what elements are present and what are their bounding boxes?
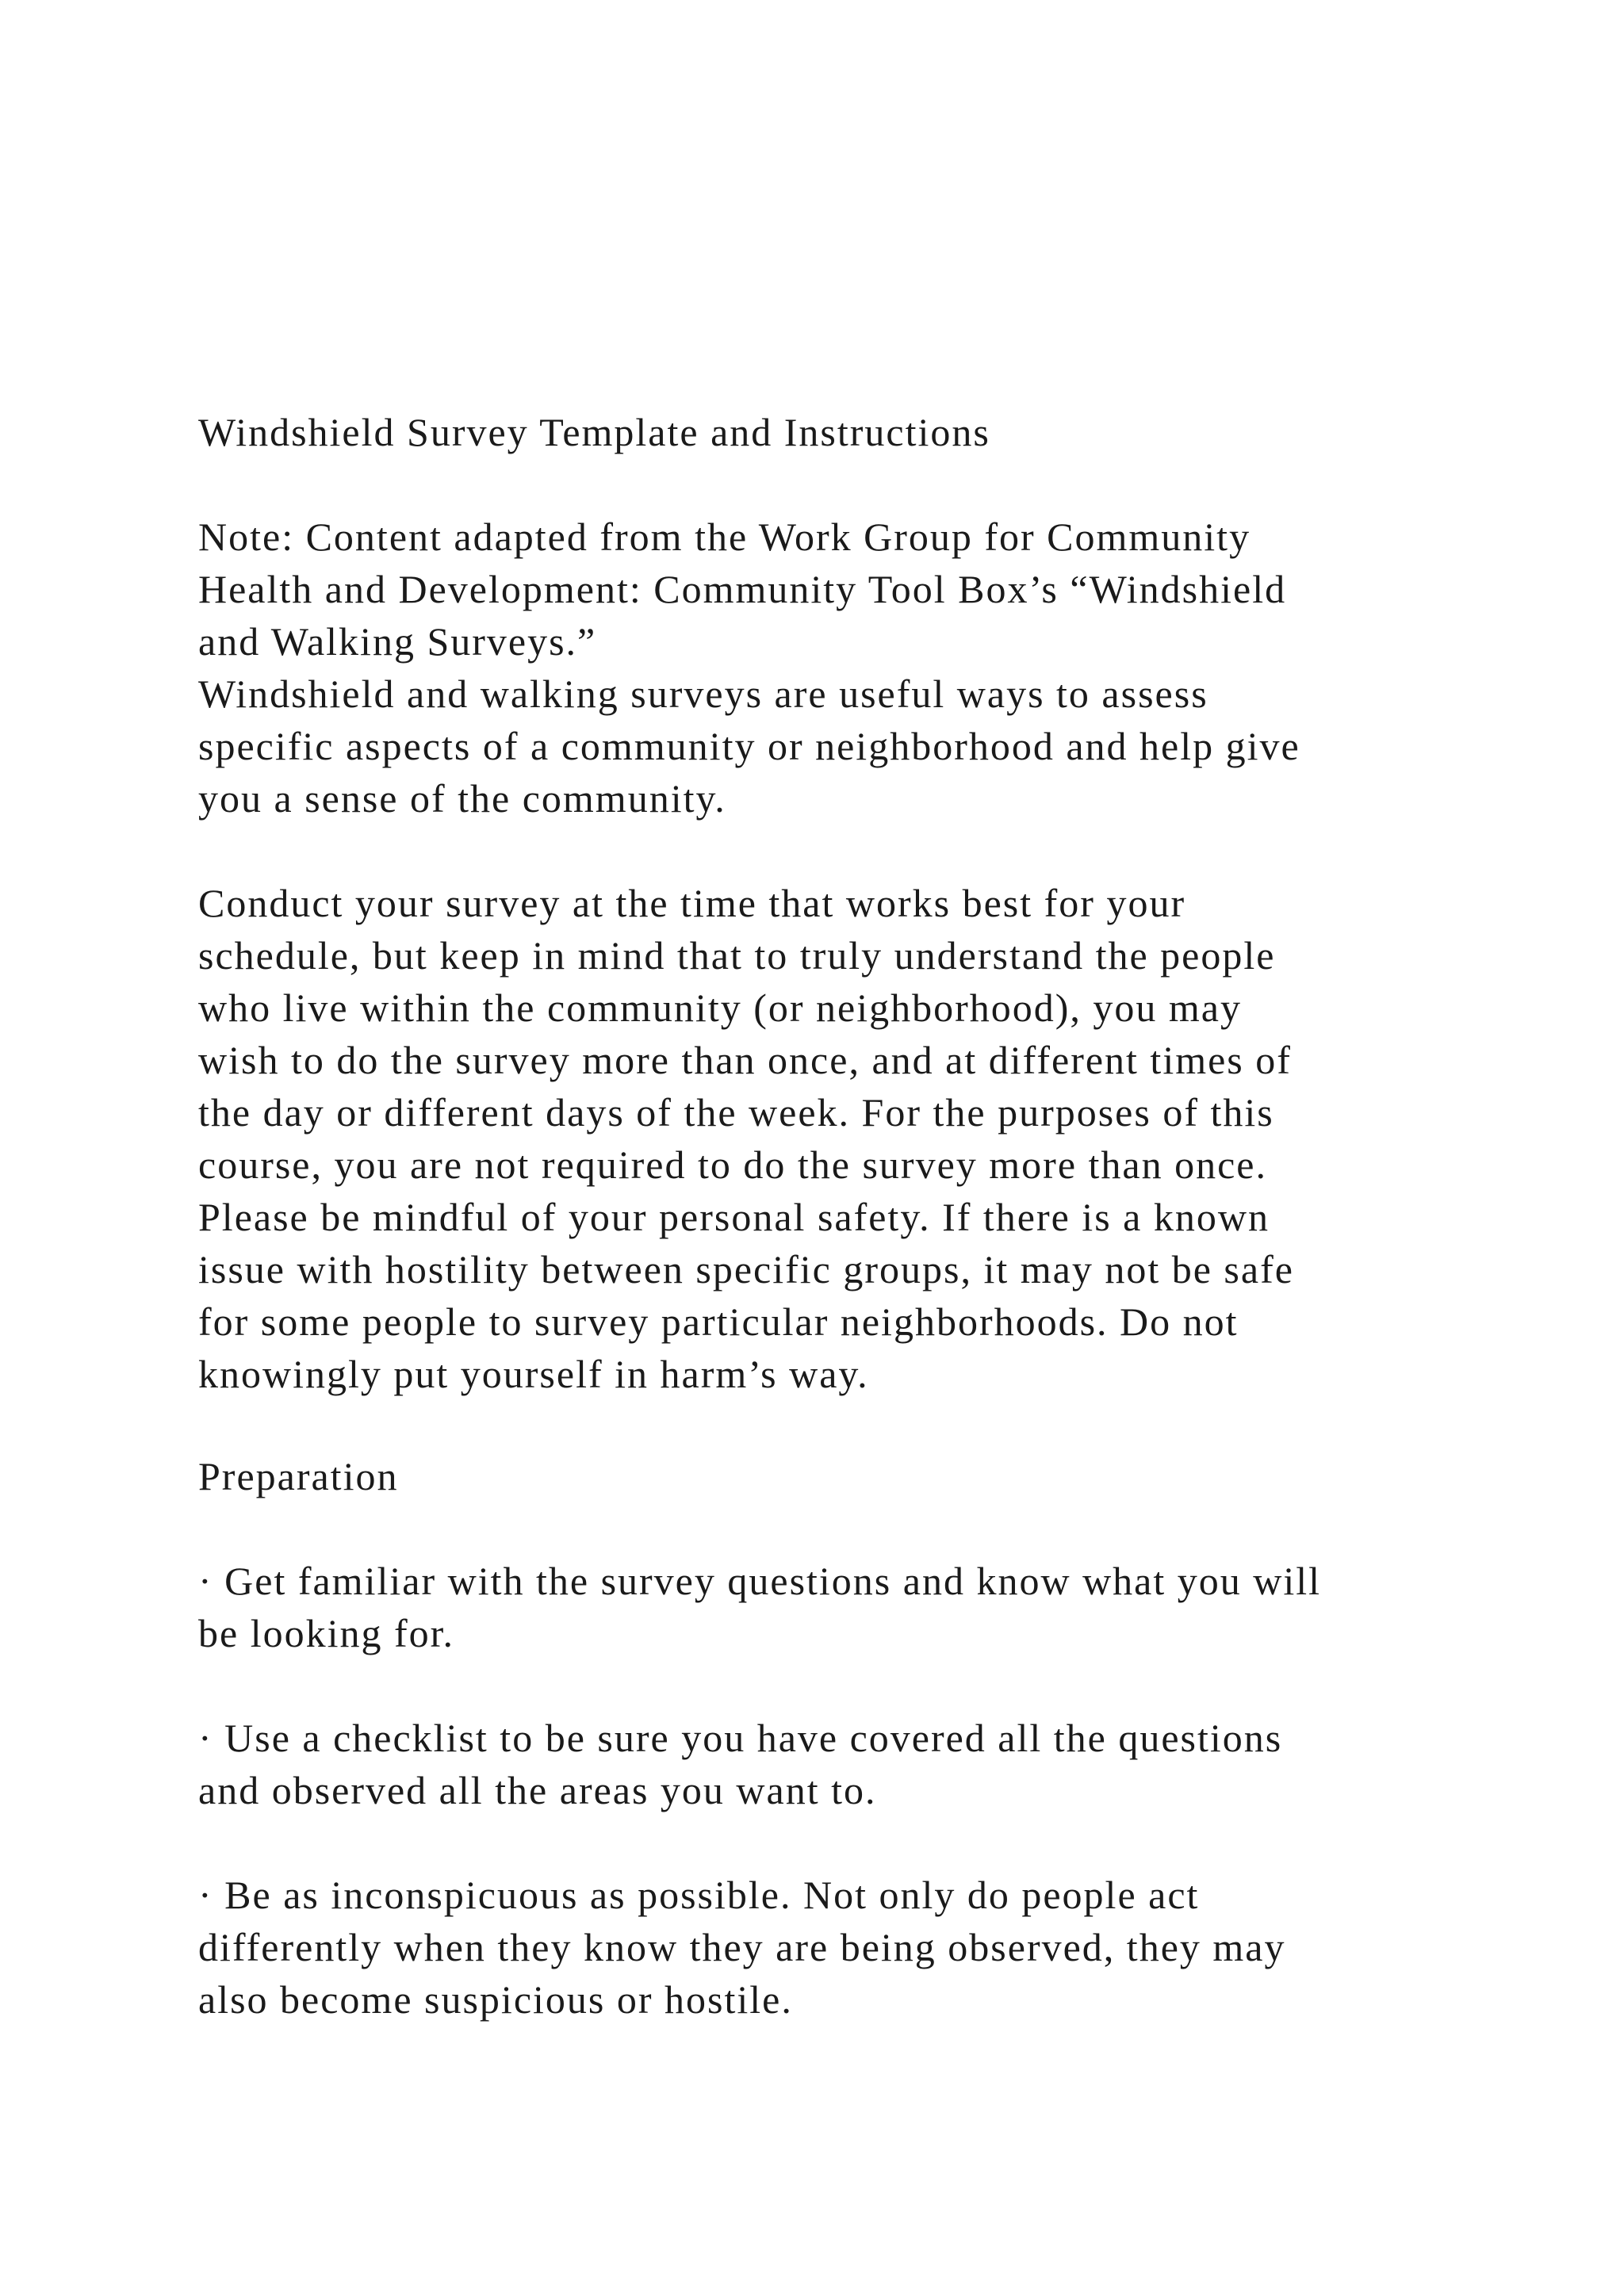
bullet-line: · Be as inconspicuous as possible. Not only do people act	[198, 1873, 1200, 1917]
conduct-line: course, you are not required to do the survey more than once.	[198, 1142, 1267, 1187]
bullet-line: · Use a checklist to be sure you have covered all the questions	[198, 1716, 1283, 1760]
conduct-line: Conduct your survey at the time that works best for your	[198, 881, 1186, 925]
conduct-line: wish to do the survey more than once, and at different times of	[198, 1038, 1292, 1082]
conduct-line: for some people to survey particular neighborhoods. Do not	[198, 1299, 1239, 1344]
preparation-heading	[198, 1450, 1507, 1502]
preparation-bullet	[198, 1712, 1507, 1816]
bullet-line: differently when they know they are being observed, they may	[198, 1925, 1286, 1969]
bullet-line: · Get familiar with the survey questions and know what you will	[198, 1559, 1322, 1603]
preparation-heading-text: Preparation	[198, 1454, 399, 1498]
note-line: Note: Content adapted from the Work Group for Community	[198, 515, 1251, 559]
bullet-line: and observed all the areas you want to.	[198, 1768, 877, 1812]
title-line: Windshield Survey Template and Instructions	[198, 410, 990, 454]
conduct-survey-paragraph	[198, 877, 1507, 1400]
bullet-line: also become suspicious or hostile.	[198, 1977, 793, 2022]
note-line: Health and Development: Community Tool Box’s “Windshield	[198, 567, 1287, 611]
source-note-paragraph	[198, 511, 1507, 668]
conduct-line: knowingly put yourself in harm’s way.	[198, 1352, 869, 1396]
document-title	[198, 406, 1507, 458]
bullet-line: be looking for.	[198, 1611, 455, 1655]
intro-paragraph	[198, 668, 1507, 825]
conduct-line: schedule, but keep in mind that to truly understand the people	[198, 933, 1276, 978]
note-line: and Walking Surveys.”	[198, 619, 597, 664]
conduct-line: Please be mindful of your personal safety. If there is a known	[198, 1195, 1270, 1239]
intro-line: Windshield and walking surveys are useful ways to assess	[198, 672, 1208, 716]
conduct-line: the day or different days of the week. For the purposes of this	[198, 1090, 1274, 1135]
preparation-bullet	[198, 1869, 1507, 2026]
preparation-bullet	[198, 1555, 1507, 1659]
intro-line: specific aspects of a community or neighborhood and help give	[198, 724, 1300, 768]
intro-line: you a sense of the community.	[198, 776, 726, 821]
conduct-line: who live within the community (or neighborhood), you may	[198, 985, 1242, 1030]
conduct-line: issue with hostility between specific groups, it may not be safe	[198, 1247, 1294, 1292]
